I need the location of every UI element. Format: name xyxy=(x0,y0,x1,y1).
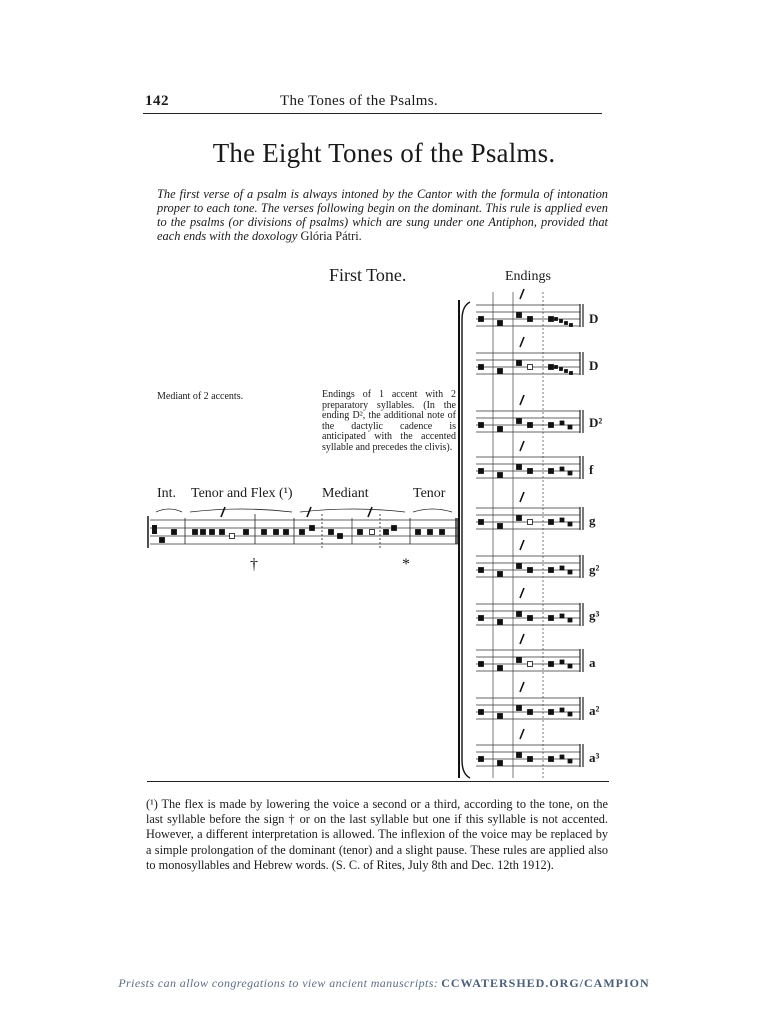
neume xyxy=(358,530,363,535)
footnote: (¹) The flex is made by lowering the voice a second or a third, according to the tone, on the last syllable before the sign † or on the last syllable but one if this syllable is not accented. However, a different interpretation is allowed. The inflexion of the voice may be replaced by a simple prolongation of the dominant (tenor) and a slight pause. These rules are applied also to monosyllables and Hebrew words. (S. C. of Rites, July 8th and Dec. 12th 1912). xyxy=(146,797,608,872)
neume xyxy=(498,761,503,766)
neume xyxy=(498,524,503,529)
neume xyxy=(517,612,522,617)
neume xyxy=(528,469,533,474)
neume xyxy=(479,317,484,322)
neume xyxy=(498,369,503,374)
neume xyxy=(262,530,267,535)
neume xyxy=(565,322,568,325)
accent-mark xyxy=(520,337,524,347)
hollow-neume xyxy=(528,365,533,370)
neume xyxy=(528,317,533,322)
neume xyxy=(498,473,503,478)
neume xyxy=(560,614,564,618)
ending-label: a³ xyxy=(589,750,600,765)
neume xyxy=(555,366,558,369)
accent-mark xyxy=(520,634,524,644)
neume xyxy=(274,530,279,535)
slur xyxy=(156,509,182,512)
promo-banner xyxy=(0,976,768,991)
neume xyxy=(549,662,554,667)
neume xyxy=(568,425,572,429)
neume xyxy=(560,708,564,712)
neume xyxy=(416,530,421,535)
footnote-rule xyxy=(147,781,609,782)
neume xyxy=(528,568,533,573)
accent-mark xyxy=(520,682,524,692)
neume xyxy=(560,368,563,371)
neume xyxy=(479,520,484,525)
intro-text: The first verse of a psalm is always intoned by the Cantor with the formula of intonation proper to each tone. The verses following begin on the dominant. This rule is applied even to the psalms (or divisions of psalms) which are sung under one Antiphon, provided that each ends with the doxology xyxy=(157,187,608,243)
neume xyxy=(479,710,484,715)
neume xyxy=(549,757,554,762)
neume xyxy=(193,530,198,535)
slur xyxy=(190,509,292,512)
accent-mark xyxy=(520,395,524,405)
neume xyxy=(479,568,484,573)
neume xyxy=(479,365,484,370)
page-title: The Eight Tones of the Psalms. xyxy=(212,138,556,168)
neume xyxy=(570,324,573,327)
neume xyxy=(201,530,206,535)
neume xyxy=(392,526,397,531)
neume xyxy=(172,530,177,535)
neume xyxy=(338,534,343,539)
ending-label: D² xyxy=(589,415,603,430)
endings-note: Endings of 1 accent with 2 preparatory syllables. (In the ending D², the additional note of the dactylic cadence is anticipated with the accented syllable and precedes the clivis). xyxy=(322,389,456,453)
neume xyxy=(560,421,564,425)
neume xyxy=(549,520,554,525)
neume xyxy=(517,419,522,424)
ending-label: D xyxy=(589,311,599,326)
neume xyxy=(568,618,572,622)
neume xyxy=(560,518,564,522)
accent-mark xyxy=(520,492,524,502)
ending-label: D xyxy=(589,358,599,373)
neume xyxy=(560,467,564,471)
neume xyxy=(570,372,573,375)
neume xyxy=(568,522,572,526)
neume xyxy=(528,710,533,715)
ending-label: g xyxy=(589,513,596,528)
hollow-neume xyxy=(370,530,375,535)
neume xyxy=(560,566,564,570)
neume xyxy=(284,530,289,535)
neume xyxy=(517,753,522,758)
neume xyxy=(568,759,572,763)
accent-mark xyxy=(520,588,524,598)
ending-label: a² xyxy=(589,703,600,718)
neume xyxy=(568,471,572,475)
banner-link[interactable]: CCWATERSHED.ORG/CAMPION xyxy=(441,976,650,990)
neume xyxy=(549,568,554,573)
neume xyxy=(517,465,522,470)
neume xyxy=(498,714,503,719)
neume xyxy=(479,662,484,667)
hollow-neume xyxy=(528,520,533,525)
tone-heading: First Tone. xyxy=(329,265,407,285)
neume xyxy=(549,365,554,370)
doxology-text: Glória Pátri. xyxy=(300,229,362,243)
neume xyxy=(440,530,445,535)
accent-mark xyxy=(520,441,524,451)
banner-tagline: Priests can allow congregations to view ancient manuscripts: xyxy=(118,976,439,990)
neume xyxy=(479,423,484,428)
neume xyxy=(498,427,503,432)
neume xyxy=(568,570,572,574)
neume xyxy=(560,660,564,664)
mediant-note: Mediant of 2 accents. xyxy=(157,391,244,402)
neume xyxy=(244,530,249,535)
tenor-flex-label: Tenor and Flex (¹) xyxy=(191,486,293,501)
endings-brace xyxy=(462,302,470,778)
neume xyxy=(300,530,305,535)
neume xyxy=(479,757,484,762)
page-number: 142 xyxy=(145,93,169,109)
neume xyxy=(517,564,522,569)
endings-heading: Endings xyxy=(505,269,551,284)
mediant-label: Mediant xyxy=(322,486,369,501)
hollow-neume xyxy=(230,534,235,539)
neume xyxy=(498,666,503,671)
ending-label: g² xyxy=(589,562,600,577)
clef-sign xyxy=(152,525,157,534)
neume xyxy=(498,572,503,577)
neume xyxy=(384,530,389,535)
neume xyxy=(549,317,554,322)
slur xyxy=(300,509,405,512)
neume xyxy=(568,712,572,716)
neume xyxy=(517,658,522,663)
accent-mark xyxy=(520,729,524,739)
dagger-sign: † xyxy=(250,556,258,573)
neume xyxy=(160,538,165,543)
hollow-neume xyxy=(528,662,533,667)
intonation-label: Int. xyxy=(157,486,177,501)
neume xyxy=(210,530,215,535)
accent-mark xyxy=(520,289,524,299)
ending-label: a xyxy=(589,655,596,670)
neume xyxy=(517,361,522,366)
accent-mark xyxy=(221,507,225,517)
neume xyxy=(479,616,484,621)
ending-label: f xyxy=(589,462,594,477)
neume xyxy=(517,706,522,711)
accent-mark xyxy=(368,507,372,517)
tenor-label: Tenor xyxy=(413,486,446,501)
neume xyxy=(528,616,533,621)
neume xyxy=(517,313,522,318)
neume xyxy=(560,755,564,759)
accent-mark xyxy=(307,507,311,517)
neume xyxy=(310,526,315,531)
neume xyxy=(498,321,503,326)
neume xyxy=(549,710,554,715)
neume xyxy=(329,530,334,535)
neume xyxy=(517,516,522,521)
neume xyxy=(528,423,533,428)
accent-mark xyxy=(520,540,524,550)
neume xyxy=(549,423,554,428)
asterisk-sign: * xyxy=(402,556,410,573)
neume xyxy=(565,370,568,373)
neume xyxy=(220,530,225,535)
neume xyxy=(555,318,558,321)
neume xyxy=(479,469,484,474)
neume xyxy=(560,320,563,323)
neume xyxy=(428,530,433,535)
neume xyxy=(549,469,554,474)
slur xyxy=(413,509,452,512)
neume xyxy=(528,757,533,762)
neume xyxy=(568,664,572,668)
neume xyxy=(498,620,503,625)
ending-label: g³ xyxy=(589,608,600,623)
neume xyxy=(549,616,554,621)
running-head: The Tones of the Psalms. xyxy=(280,93,438,109)
